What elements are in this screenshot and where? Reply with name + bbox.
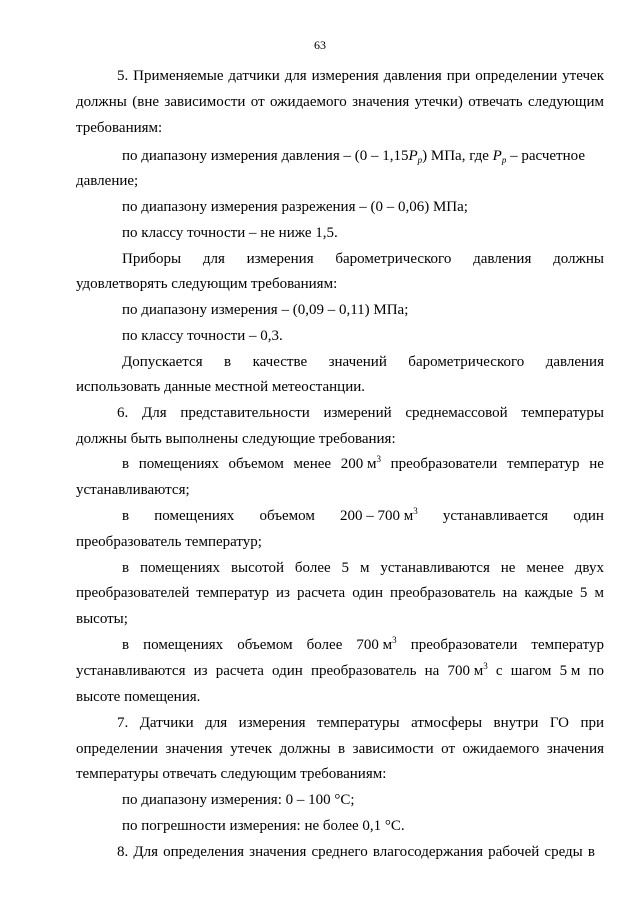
text-line: высоты; bbox=[76, 611, 128, 627]
text-line: преобразователь температур; bbox=[76, 534, 262, 550]
text-line: 6. Для представительности измерений среднемассовой температуры bbox=[117, 405, 604, 421]
text-line: в помещениях объемом менее 200 $м^3$ преобразователи температур не bbox=[122, 454, 604, 472]
page-number: 63 bbox=[314, 38, 326, 52]
text-line: в помещениях объемом более 700 $м^3$ преобразователи температур bbox=[122, 635, 604, 653]
text-line: в помещениях объемом 200 – 700 $м^3$ устанавливается один bbox=[122, 506, 604, 524]
text-line: Приборы для измерения барометрического давления должны bbox=[122, 251, 604, 267]
text-line: температуры отвечать следующим требованиям: bbox=[76, 766, 387, 782]
text-line: давление; bbox=[76, 173, 139, 189]
text-line: устанавливаются; bbox=[76, 482, 190, 498]
text-line: требованиям: bbox=[76, 120, 163, 136]
text-line: должны быть выполнены следующие требования: bbox=[76, 431, 396, 447]
text-line: по диапазону измерения давления – $(0 - 1,15P_р)$ МПа, где $P_р$ – расчетное bbox=[122, 148, 585, 165]
text-line: по диапазону измерения: 0 – 100 °С; bbox=[122, 792, 355, 808]
text-line: в помещениях высотой более 5 м устанавливаются не менее двух bbox=[122, 560, 604, 576]
text-line: Допускается в качестве значений барометрического давления bbox=[122, 354, 604, 370]
text-line: 7. Датчики для измерения температуры атмосферы внутри ГО при bbox=[117, 715, 604, 731]
text-line: 8. Для определения значения среднего влагосодержания рабочей среды в bbox=[117, 844, 595, 860]
text-line: высоте помещения. bbox=[76, 689, 201, 705]
text-line: удовлетворять следующим требованиям: bbox=[76, 276, 338, 292]
text-line: устанавливаются из расчета один преобразователь на 700 $м^3$ с шагом 5 м по bbox=[76, 661, 604, 679]
text-line: 5. Применяемые датчики для измерения давления при определении утечек bbox=[117, 68, 604, 84]
text-line: использовать данные местной метеостанции. bbox=[76, 379, 365, 395]
text-line: по классу точности – 0,3. bbox=[122, 328, 283, 344]
text-line: по диапазону измерения – (0,09 – 0,11) МПа; bbox=[122, 302, 409, 318]
text-line: определении значения утечек должны в зависимости от ожидаемого значения bbox=[76, 741, 604, 757]
text-line: по классу точности – не ниже 1,5. bbox=[122, 225, 338, 241]
text-line: по диапазону измерения разрежения – (0 – 0,06) МПа; bbox=[122, 199, 468, 215]
text-line: по погрешности измерения: не более 0,1 °С. bbox=[122, 818, 405, 834]
text-line: должны (вне зависимости от ожидаемого значения утечки) отвечать следующим bbox=[76, 94, 604, 110]
text-line: преобразователей температур из расчета один преобразователь на каждые 5 м bbox=[76, 585, 604, 601]
